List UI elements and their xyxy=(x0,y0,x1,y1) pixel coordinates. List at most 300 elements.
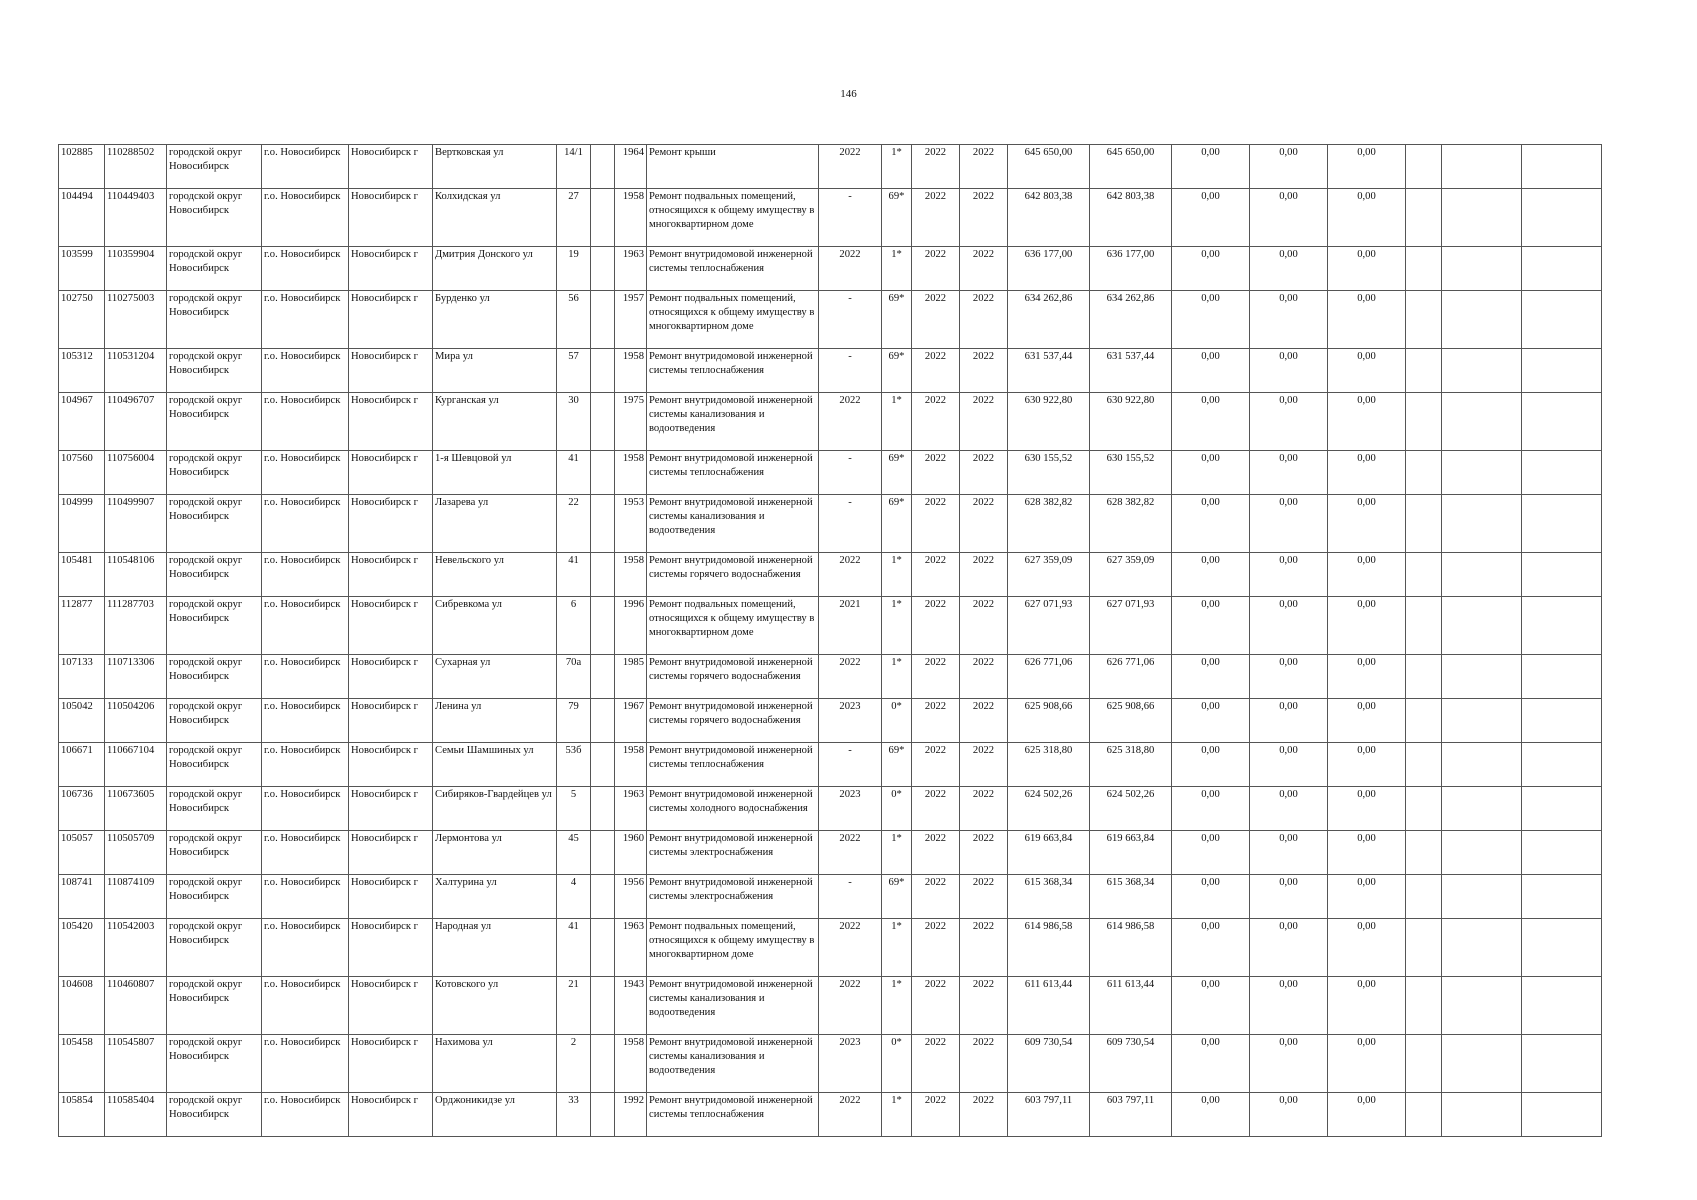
cell-plan-year-start: 2022 xyxy=(912,553,960,597)
cell-object-code: 110504206 xyxy=(105,699,167,743)
cell-priority-score: 0* xyxy=(882,699,912,743)
cell-total-cost: 628 382,82 xyxy=(1008,495,1090,553)
cell-empty-col xyxy=(591,977,615,1035)
cell-extra-col-1 xyxy=(1406,919,1442,977)
cell-budget-local: 0,00 xyxy=(1328,291,1406,349)
cell-extra-col-2 xyxy=(1442,831,1522,875)
cell-budget-local: 0,00 xyxy=(1328,451,1406,495)
cell-extra-col-1 xyxy=(1406,977,1442,1035)
cell-city: Новосибирск г xyxy=(349,831,433,875)
cell-year-a: 2022 xyxy=(819,1093,882,1137)
cell-budget-regional: 0,00 xyxy=(1250,655,1328,699)
cell-object-code: 110756004 xyxy=(105,451,167,495)
cell-build-year: 1992 xyxy=(615,1093,647,1137)
cell-street: Ленина ул xyxy=(433,699,557,743)
cell-year-a: 2022 xyxy=(819,393,882,451)
cell-house-id: 102750 xyxy=(59,291,105,349)
cell-empty-col xyxy=(591,451,615,495)
cell-extra-col-2 xyxy=(1442,699,1522,743)
cell-plan-year-end: 2022 xyxy=(960,787,1008,831)
table-row xyxy=(59,189,1602,247)
cell-municipality-short: г.о. Новосибирск xyxy=(262,831,349,875)
cell-budget-local: 0,00 xyxy=(1328,655,1406,699)
cell-city: Новосибирск г xyxy=(349,1035,433,1093)
cell-total-cost: 636 177,00 xyxy=(1008,247,1090,291)
table-row xyxy=(59,831,1602,875)
cell-plan-year-start: 2022 xyxy=(912,495,960,553)
cell-work-type: Ремонт внутридомовой инженерной системы горячего водоснабжения xyxy=(647,655,819,699)
cell-priority-score: 69* xyxy=(882,495,912,553)
cell-object-code: 110548106 xyxy=(105,553,167,597)
cell-street: Невельского ул xyxy=(433,553,557,597)
cell-house-id: 105042 xyxy=(59,699,105,743)
cell-build-year: 1958 xyxy=(615,1035,647,1093)
cell-priority-score: 69* xyxy=(882,189,912,247)
cell-total-cost: 630 922,80 xyxy=(1008,393,1090,451)
cell-object-code: 111287703 xyxy=(105,597,167,655)
cell-empty-col xyxy=(591,597,615,655)
cell-municipality: городской округ Новосибирск xyxy=(167,787,262,831)
cell-empty-col xyxy=(591,699,615,743)
cell-work-type: Ремонт подвальных помещений, относящихся к общему имуществу в многоквартирном доме xyxy=(647,597,819,655)
table-row xyxy=(59,291,1602,349)
cell-object-code: 110460807 xyxy=(105,977,167,1035)
cell-budget-federal: 0,00 xyxy=(1172,247,1250,291)
cell-total-cost: 609 730,54 xyxy=(1008,1035,1090,1093)
cell-house-id: 107560 xyxy=(59,451,105,495)
cell-priority-score: 1* xyxy=(882,597,912,655)
cell-extra-col-2 xyxy=(1442,189,1522,247)
table-row xyxy=(59,451,1602,495)
cell-total-cost: 619 663,84 xyxy=(1008,831,1090,875)
table-row xyxy=(59,699,1602,743)
cell-extra-col-2 xyxy=(1442,247,1522,291)
cell-budget-local: 0,00 xyxy=(1328,831,1406,875)
cell-municipality: городской округ Новосибирск xyxy=(167,977,262,1035)
cell-extra-col-3 xyxy=(1522,699,1602,743)
cell-plan-year-end: 2022 xyxy=(960,495,1008,553)
cell-year-a: - xyxy=(819,495,882,553)
cell-budget-federal: 0,00 xyxy=(1172,787,1250,831)
cell-fund-cost: 627 071,93 xyxy=(1090,597,1172,655)
cell-municipality: городской округ Новосибирск xyxy=(167,655,262,699)
cell-extra-col-3 xyxy=(1522,831,1602,875)
cell-fund-cost: 636 177,00 xyxy=(1090,247,1172,291)
cell-street: Сибревкома ул xyxy=(433,597,557,655)
cell-city: Новосибирск г xyxy=(349,145,433,189)
cell-object-code: 110531204 xyxy=(105,349,167,393)
cell-total-cost: 625 908,66 xyxy=(1008,699,1090,743)
cell-city: Новосибирск г xyxy=(349,189,433,247)
cell-budget-federal: 0,00 xyxy=(1172,393,1250,451)
cell-year-a: - xyxy=(819,875,882,919)
cell-extra-col-2 xyxy=(1442,875,1522,919)
cell-extra-col-3 xyxy=(1522,189,1602,247)
cell-house-number: 4 xyxy=(557,875,591,919)
cell-empty-col xyxy=(591,655,615,699)
cell-year-a: - xyxy=(819,189,882,247)
cell-street: Мира ул xyxy=(433,349,557,393)
cell-budget-regional: 0,00 xyxy=(1250,495,1328,553)
cell-total-cost: 611 613,44 xyxy=(1008,977,1090,1035)
cell-total-cost: 626 771,06 xyxy=(1008,655,1090,699)
cell-city: Новосибирск г xyxy=(349,495,433,553)
cell-build-year: 1958 xyxy=(615,349,647,393)
cell-object-code: 110874109 xyxy=(105,875,167,919)
cell-municipality: городской округ Новосибирск xyxy=(167,919,262,977)
cell-house-number: 56 xyxy=(557,291,591,349)
cell-city: Новосибирск г xyxy=(349,1093,433,1137)
cell-total-cost: 631 537,44 xyxy=(1008,349,1090,393)
cell-plan-year-end: 2022 xyxy=(960,393,1008,451)
cell-build-year: 1975 xyxy=(615,393,647,451)
cell-budget-local: 0,00 xyxy=(1328,597,1406,655)
cell-budget-federal: 0,00 xyxy=(1172,349,1250,393)
cell-plan-year-start: 2022 xyxy=(912,349,960,393)
cell-year-a: - xyxy=(819,349,882,393)
cell-budget-regional: 0,00 xyxy=(1250,291,1328,349)
cell-budget-federal: 0,00 xyxy=(1172,977,1250,1035)
cell-total-cost: 625 318,80 xyxy=(1008,743,1090,787)
cell-street: Нахимова ул xyxy=(433,1035,557,1093)
cell-build-year: 1963 xyxy=(615,247,647,291)
cell-empty-col xyxy=(591,919,615,977)
cell-empty-col xyxy=(591,495,615,553)
cell-priority-score: 69* xyxy=(882,349,912,393)
cell-work-type: Ремонт внутридомовой инженерной системы теплоснабжения xyxy=(647,1093,819,1137)
cell-work-type: Ремонт внутридомовой инженерной системы канализования и водоотведения xyxy=(647,977,819,1035)
table-row xyxy=(59,1035,1602,1093)
cell-house-number: 21 xyxy=(557,977,591,1035)
cell-budget-local: 0,00 xyxy=(1328,247,1406,291)
cell-extra-col-3 xyxy=(1522,977,1602,1035)
cell-plan-year-end: 2022 xyxy=(960,977,1008,1035)
cell-budget-regional: 0,00 xyxy=(1250,787,1328,831)
cell-work-type: Ремонт внутридомовой инженерной системы холодного водоснабжения xyxy=(647,787,819,831)
cell-priority-score: 1* xyxy=(882,655,912,699)
cell-budget-local: 0,00 xyxy=(1328,743,1406,787)
cell-build-year: 1957 xyxy=(615,291,647,349)
cell-extra-col-2 xyxy=(1442,919,1522,977)
cell-fund-cost: 615 368,34 xyxy=(1090,875,1172,919)
cell-extra-col-1 xyxy=(1406,349,1442,393)
cell-plan-year-start: 2022 xyxy=(912,743,960,787)
cell-plan-year-end: 2022 xyxy=(960,451,1008,495)
cell-municipality: городской округ Новосибирск xyxy=(167,699,262,743)
cell-fund-cost: 603 797,11 xyxy=(1090,1093,1172,1137)
cell-fund-cost: 625 318,80 xyxy=(1090,743,1172,787)
cell-fund-cost: 614 986,58 xyxy=(1090,919,1172,977)
cell-municipality: городской округ Новосибирск xyxy=(167,1093,262,1137)
cell-extra-col-1 xyxy=(1406,743,1442,787)
cell-extra-col-3 xyxy=(1522,349,1602,393)
cell-budget-local: 0,00 xyxy=(1328,699,1406,743)
cell-budget-local: 0,00 xyxy=(1328,145,1406,189)
cell-work-type: Ремонт крыши xyxy=(647,145,819,189)
cell-plan-year-end: 2022 xyxy=(960,349,1008,393)
cell-street: Дмитрия Донского ул xyxy=(433,247,557,291)
cell-plan-year-start: 2022 xyxy=(912,393,960,451)
table-row xyxy=(59,597,1602,655)
cell-municipality-short: г.о. Новосибирск xyxy=(262,787,349,831)
table-row xyxy=(59,393,1602,451)
cell-city: Новосибирск г xyxy=(349,291,433,349)
cell-year-a: - xyxy=(819,291,882,349)
cell-build-year: 1958 xyxy=(615,553,647,597)
cell-city: Новосибирск г xyxy=(349,393,433,451)
cell-house-number: 33 xyxy=(557,1093,591,1137)
cell-empty-col xyxy=(591,831,615,875)
cell-municipality: городской округ Новосибирск xyxy=(167,451,262,495)
cell-empty-col xyxy=(591,247,615,291)
cell-municipality-short: г.о. Новосибирск xyxy=(262,1093,349,1137)
cell-extra-col-1 xyxy=(1406,553,1442,597)
cell-house-number: 45 xyxy=(557,831,591,875)
cell-plan-year-start: 2022 xyxy=(912,875,960,919)
cell-object-code: 110667104 xyxy=(105,743,167,787)
cell-budget-regional: 0,00 xyxy=(1250,1093,1328,1137)
cell-budget-federal: 0,00 xyxy=(1172,1093,1250,1137)
cell-extra-col-3 xyxy=(1522,919,1602,977)
cell-work-type: Ремонт внутридомовой инженерной системы теплоснабжения xyxy=(647,247,819,291)
cell-extra-col-3 xyxy=(1522,291,1602,349)
cell-budget-local: 0,00 xyxy=(1328,787,1406,831)
cell-empty-col xyxy=(591,145,615,189)
cell-budget-federal: 0,00 xyxy=(1172,743,1250,787)
cell-budget-regional: 0,00 xyxy=(1250,189,1328,247)
cell-extra-col-3 xyxy=(1522,655,1602,699)
cell-budget-federal: 0,00 xyxy=(1172,189,1250,247)
cell-year-a: 2023 xyxy=(819,787,882,831)
cell-street: 1-я Шевцовой ул xyxy=(433,451,557,495)
cell-street: Вертковская ул xyxy=(433,145,557,189)
cell-plan-year-start: 2022 xyxy=(912,1035,960,1093)
cell-work-type: Ремонт подвальных помещений, относящихся к общему имуществу в многоквартирном доме xyxy=(647,189,819,247)
table-row xyxy=(59,1093,1602,1137)
table-row xyxy=(59,875,1602,919)
cell-budget-local: 0,00 xyxy=(1328,189,1406,247)
cell-street: Колхидская ул xyxy=(433,189,557,247)
cell-extra-col-2 xyxy=(1442,145,1522,189)
cell-city: Новосибирск г xyxy=(349,875,433,919)
cell-total-cost: 634 262,86 xyxy=(1008,291,1090,349)
cell-house-number: 79 xyxy=(557,699,591,743)
cell-extra-col-1 xyxy=(1406,831,1442,875)
cell-year-a: 2022 xyxy=(819,247,882,291)
cell-budget-federal: 0,00 xyxy=(1172,291,1250,349)
cell-extra-col-2 xyxy=(1442,349,1522,393)
cell-fund-cost: 609 730,54 xyxy=(1090,1035,1172,1093)
cell-plan-year-start: 2022 xyxy=(912,919,960,977)
cell-extra-col-1 xyxy=(1406,393,1442,451)
cell-priority-score: 69* xyxy=(882,451,912,495)
cell-plan-year-end: 2022 xyxy=(960,189,1008,247)
cell-build-year: 1964 xyxy=(615,145,647,189)
cell-street: Сухарная ул xyxy=(433,655,557,699)
cell-municipality-short: г.о. Новосибирск xyxy=(262,451,349,495)
cell-extra-col-3 xyxy=(1522,787,1602,831)
cell-extra-col-2 xyxy=(1442,655,1522,699)
cell-plan-year-end: 2022 xyxy=(960,699,1008,743)
cell-house-number: 19 xyxy=(557,247,591,291)
cell-total-cost: 615 368,34 xyxy=(1008,875,1090,919)
cell-priority-score: 1* xyxy=(882,145,912,189)
table-row xyxy=(59,495,1602,553)
cell-municipality: городской округ Новосибирск xyxy=(167,247,262,291)
cell-house-id: 104494 xyxy=(59,189,105,247)
repair-program-table xyxy=(58,144,1602,1137)
cell-work-type: Ремонт внутридомовой инженерной системы теплоснабжения xyxy=(647,451,819,495)
cell-object-code: 110496707 xyxy=(105,393,167,451)
cell-house-number: 22 xyxy=(557,495,591,553)
cell-total-cost: 603 797,11 xyxy=(1008,1093,1090,1137)
cell-object-code: 110275003 xyxy=(105,291,167,349)
cell-house-number: 41 xyxy=(557,451,591,495)
cell-municipality: городской округ Новосибирск xyxy=(167,831,262,875)
cell-budget-local: 0,00 xyxy=(1328,977,1406,1035)
cell-plan-year-end: 2022 xyxy=(960,553,1008,597)
cell-fund-cost: 642 803,38 xyxy=(1090,189,1172,247)
cell-budget-federal: 0,00 xyxy=(1172,655,1250,699)
cell-city: Новосибирск г xyxy=(349,349,433,393)
cell-empty-col xyxy=(591,1035,615,1093)
cell-budget-regional: 0,00 xyxy=(1250,451,1328,495)
cell-year-a: 2023 xyxy=(819,699,882,743)
cell-object-code: 110499907 xyxy=(105,495,167,553)
cell-year-a: 2021 xyxy=(819,597,882,655)
cell-house-id: 107133 xyxy=(59,655,105,699)
cell-plan-year-start: 2022 xyxy=(912,247,960,291)
cell-budget-local: 0,00 xyxy=(1328,393,1406,451)
cell-budget-regional: 0,00 xyxy=(1250,349,1328,393)
cell-build-year: 1958 xyxy=(615,451,647,495)
cell-priority-score: 1* xyxy=(882,1093,912,1137)
cell-house-id: 104967 xyxy=(59,393,105,451)
cell-extra-col-1 xyxy=(1406,291,1442,349)
cell-fund-cost: 619 663,84 xyxy=(1090,831,1172,875)
cell-object-code: 110713306 xyxy=(105,655,167,699)
cell-total-cost: 645 650,00 xyxy=(1008,145,1090,189)
cell-street: Котовского ул xyxy=(433,977,557,1035)
cell-budget-federal: 0,00 xyxy=(1172,451,1250,495)
cell-build-year: 1963 xyxy=(615,787,647,831)
cell-city: Новосибирск г xyxy=(349,247,433,291)
cell-total-cost: 627 071,93 xyxy=(1008,597,1090,655)
cell-budget-federal: 0,00 xyxy=(1172,1035,1250,1093)
cell-plan-year-end: 2022 xyxy=(960,291,1008,349)
cell-street: Бурденко ул xyxy=(433,291,557,349)
cell-fund-cost: 645 650,00 xyxy=(1090,145,1172,189)
cell-year-a: 2023 xyxy=(819,1035,882,1093)
cell-plan-year-start: 2022 xyxy=(912,145,960,189)
cell-extra-col-1 xyxy=(1406,495,1442,553)
cell-year-a: 2022 xyxy=(819,553,882,597)
cell-plan-year-start: 2022 xyxy=(912,291,960,349)
cell-object-code: 110673605 xyxy=(105,787,167,831)
cell-municipality: городской округ Новосибирск xyxy=(167,393,262,451)
cell-city: Новосибирск г xyxy=(349,977,433,1035)
cell-year-a: 2022 xyxy=(819,831,882,875)
cell-municipality-short: г.о. Новосибирск xyxy=(262,875,349,919)
cell-build-year: 1996 xyxy=(615,597,647,655)
table-row xyxy=(59,919,1602,977)
cell-municipality-short: г.о. Новосибирск xyxy=(262,553,349,597)
cell-year-a: 2022 xyxy=(819,977,882,1035)
cell-empty-col xyxy=(591,875,615,919)
cell-object-code: 110449403 xyxy=(105,189,167,247)
cell-plan-year-start: 2022 xyxy=(912,787,960,831)
cell-city: Новосибирск г xyxy=(349,451,433,495)
cell-city: Новосибирск г xyxy=(349,743,433,787)
cell-house-number: 2 xyxy=(557,1035,591,1093)
cell-house-id: 103599 xyxy=(59,247,105,291)
cell-work-type: Ремонт внутридомовой инженерной системы канализования и водоотведения xyxy=(647,495,819,553)
cell-budget-regional: 0,00 xyxy=(1250,743,1328,787)
cell-empty-col xyxy=(591,553,615,597)
cell-extra-col-1 xyxy=(1406,597,1442,655)
cell-budget-local: 0,00 xyxy=(1328,349,1406,393)
cell-extra-col-3 xyxy=(1522,495,1602,553)
cell-house-number: 53б xyxy=(557,743,591,787)
cell-house-number: 70а xyxy=(557,655,591,699)
cell-budget-regional: 0,00 xyxy=(1250,919,1328,977)
cell-total-cost: 642 803,38 xyxy=(1008,189,1090,247)
cell-priority-score: 1* xyxy=(882,977,912,1035)
cell-empty-col xyxy=(591,1093,615,1137)
cell-work-type: Ремонт внутридомовой инженерной системы канализования и водоотведения xyxy=(647,393,819,451)
cell-budget-federal: 0,00 xyxy=(1172,553,1250,597)
cell-year-a: - xyxy=(819,743,882,787)
cell-house-id: 104999 xyxy=(59,495,105,553)
cell-budget-regional: 0,00 xyxy=(1250,977,1328,1035)
cell-street: Орджоникидзе ул xyxy=(433,1093,557,1137)
cell-plan-year-end: 2022 xyxy=(960,743,1008,787)
cell-extra-col-1 xyxy=(1406,655,1442,699)
cell-house-id: 112877 xyxy=(59,597,105,655)
cell-municipality-short: г.о. Новосибирск xyxy=(262,743,349,787)
cell-municipality: городской округ Новосибирск xyxy=(167,189,262,247)
cell-extra-col-2 xyxy=(1442,393,1522,451)
cell-street: Сибиряков-Гвардейцев ул xyxy=(433,787,557,831)
cell-municipality-short: г.о. Новосибирск xyxy=(262,393,349,451)
cell-city: Новосибирск г xyxy=(349,597,433,655)
cell-extra-col-3 xyxy=(1522,145,1602,189)
cell-budget-federal: 0,00 xyxy=(1172,495,1250,553)
cell-plan-year-end: 2022 xyxy=(960,919,1008,977)
cell-plan-year-end: 2022 xyxy=(960,1035,1008,1093)
cell-priority-score: 69* xyxy=(882,743,912,787)
cell-year-a: 2022 xyxy=(819,145,882,189)
cell-fund-cost: 624 502,26 xyxy=(1090,787,1172,831)
cell-fund-cost: 634 262,86 xyxy=(1090,291,1172,349)
cell-plan-year-start: 2022 xyxy=(912,597,960,655)
cell-work-type: Ремонт подвальных помещений, относящихся к общему имуществу в многоквартирном доме xyxy=(647,919,819,977)
cell-municipality-short: г.о. Новосибирск xyxy=(262,919,349,977)
table-row xyxy=(59,553,1602,597)
cell-extra-col-3 xyxy=(1522,875,1602,919)
cell-budget-federal: 0,00 xyxy=(1172,145,1250,189)
cell-budget-regional: 0,00 xyxy=(1250,247,1328,291)
cell-budget-regional: 0,00 xyxy=(1250,1035,1328,1093)
cell-work-type: Ремонт внутридомовой инженерной системы горячего водоснабжения xyxy=(647,553,819,597)
cell-plan-year-end: 2022 xyxy=(960,655,1008,699)
cell-work-type: Ремонт внутридомовой инженерной системы теплоснабжения xyxy=(647,743,819,787)
cell-budget-local: 0,00 xyxy=(1328,553,1406,597)
cell-plan-year-end: 2022 xyxy=(960,597,1008,655)
cell-municipality: городской округ Новосибирск xyxy=(167,145,262,189)
cell-build-year: 1960 xyxy=(615,831,647,875)
cell-city: Новосибирск г xyxy=(349,553,433,597)
